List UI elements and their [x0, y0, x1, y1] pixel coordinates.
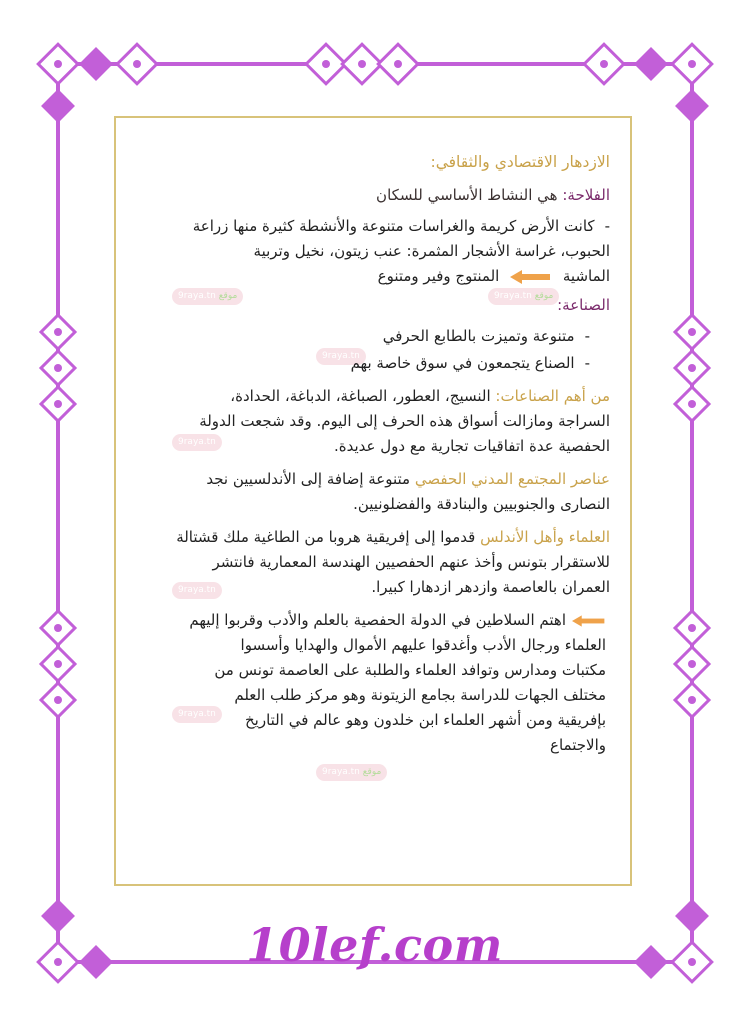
- watermark-arabic: موقع: [218, 291, 238, 301]
- watermark-latin: 9raya.tn: [178, 585, 216, 595]
- arrow-left-icon: [510, 270, 552, 284]
- sultans-line1: اهتم السلاطين في الدولة الحفصية بالعلم والأدب وقربوا إليهم: [140, 608, 606, 633]
- industry-bullet-2: -الصناع يتجمعون في سوق خاصة بهم: [350, 354, 590, 372]
- watermark-latin: 9raya.tn: [178, 437, 216, 447]
- society: عناصر المجتمع المدني الحفصي متنوعة إضافة إلى الأندلسيين نجد النصارى والجنوبيين والبنادقة والفضلونيين.: [206, 470, 610, 513]
- agriculture-bullet-line2: الحبوب، غراسة الأشجار المثمرة: عنب زيتون، نخيل وتربية: [253, 242, 610, 260]
- important-industries: من أهم الصناعات: النسيج، العطور، الصباغة، الدباغة، الحدادة، السراجة ومازالت أسواق هذه الحرف إلى اليوم. وقد شجعت الدولة الحفصية عدة اتفاقيات تجارية مع دول عديدة.: [199, 387, 610, 455]
- watermark-latin: 9raya.tn: [322, 767, 360, 777]
- lesson-content: [140, 150, 610, 764]
- watermark-latin: 9raya.tn: [322, 351, 360, 361]
- watermark-arabic: موقع: [362, 767, 382, 777]
- industry-label: الصناعة:: [557, 296, 610, 314]
- industry-bullet-1: -متنوعة وتميزت بالطابع الحرفي: [382, 327, 590, 345]
- scholars: العلماء وأهل الأندلس قدموا إلى إفريقية هروبا من الطاغية ملك قشتالة للاستقرار بتونس وأخذ عنهم الحفصيين الهندسة المعمارية فانتشر العمران بالعاصمة وازدهر ازدهارا كبيرا.: [176, 528, 610, 596]
- agriculture-bullet-line1: -كانت الأرض كريمة والغراسات متنوعة والأنشطة كثيرة منها زراعة: [192, 217, 610, 235]
- watermark: [316, 764, 387, 781]
- agriculture-bullet-line3: [140, 264, 610, 289]
- arrow-left-icon: [572, 614, 606, 628]
- watermark-latin: 9raya.tn: [178, 291, 216, 301]
- watermark-latin: 9raya.tn: [178, 709, 216, 719]
- agriculture-bullet-line3-b: المنتوج وفير ومتنوع: [377, 267, 500, 285]
- scholars-label: العلماء وأهل الأندلس: [480, 528, 610, 546]
- society-label: عناصر المجتمع المدني الحفصي: [414, 470, 610, 488]
- site-logo: 10lef.com: [246, 918, 503, 972]
- watermark-latin: 9raya.tn: [494, 291, 532, 301]
- agriculture-text: هي النشاط الأساسي للسكان: [376, 186, 563, 204]
- section-title: الازدهار الاقتصادي والثقافي:: [430, 153, 610, 171]
- watermark-arabic: موقع: [534, 291, 554, 301]
- agriculture-bullet: [140, 214, 610, 289]
- agriculture-heading: [140, 183, 610, 208]
- agriculture-bullet-line3-a: الماشية: [562, 267, 610, 285]
- agriculture-label: الفلاحة:: [562, 186, 610, 204]
- sultans: اهتم السلاطين في الدولة الحفصية بالعلم والأدب وقربوا إليهم العلماء ورجال الأدب وأغدقوا عليهم الأموال والهدايا وأسسوا مكتبات ومدارس وتوافد العلماء والطلبة على العاصمة تونس من مختلف الجهات للدراسة بجامع الزيتونة وهو مركز طلب العلم بإفريقية ومن أشهر العلماء ابن خلدون وهو عالم في التاريخ والاجتماع: [140, 608, 610, 758]
- important-industries-label: من أهم الصناعات:: [495, 387, 610, 405]
